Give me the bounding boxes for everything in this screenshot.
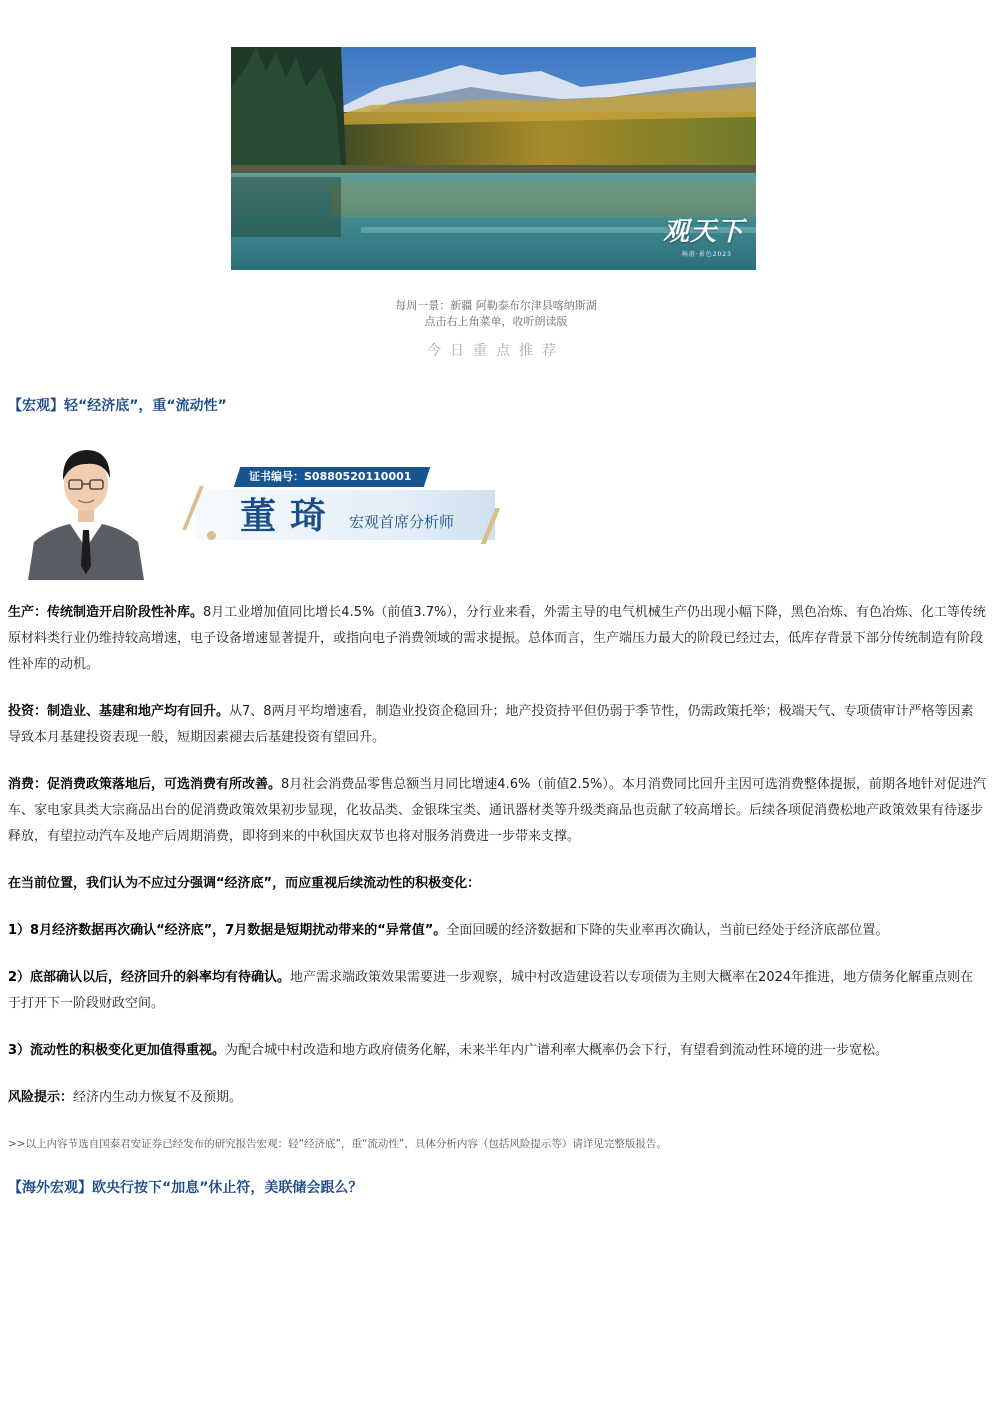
paragraph-lead: 3）流动性的积极变化更加值得重视。 [8,1043,226,1058]
watermark-logo: 观天下 [662,217,744,247]
paragraph-text: 地产需求端政策效果需要进一步观察，城中村改造建设若以专项债为主则大概率在2024年推进，地方债务化解重点则在于打开下一阶段财政空间。 [8,970,974,1011]
paragraph-lead: 风险提示： [8,1090,74,1105]
paragraph-text: 经济内生动力恢复不及预期。 [73,1090,243,1105]
paragraph-text: 从7、8两月平均增速看，制造业投资企稳回升；地产投资持平但仍弱于季节性，仍需政策托举；极端天气、专项债审计严格等因素导致本月基建投资表现一般，短期因素褪去后基建投资有望回升。 [8,704,974,745]
paragraph-risk [8,1085,986,1111]
recommend-heading: 今日重点推荐 [427,343,565,359]
analyst-role: 宏观首席分析师 [349,513,455,531]
paragraph-lead: 1）8月经济数据再次确认“经济底”，7月数据是短期扰动带来的“异常值”。 [8,923,447,938]
article-title-overseas-macro[interactable]: 【海外宏观】欧央行按下“加息”休止符，美联储会跟么？ [8,1180,363,1196]
paragraph-investment [8,699,986,751]
analyst-name: 董琦 [240,495,341,537]
paragraph-current-view [8,871,986,897]
analyst-banner [15,438,505,580]
paragraph-point-2 [8,965,986,1017]
certificate-number: 证书编号：S0880520110001 [249,470,412,483]
paragraph-consumption [8,772,986,850]
analyst-photo [20,438,152,580]
paragraph-text: 为配合城中村改造和地方政府债务化解，未来半年内广谱利率大概率仍会下行，有望看到流动性环境的进一步宽松。 [225,1043,889,1058]
paragraph-production [8,600,986,678]
paragraph-lead: 消费：促消费政策落地后，可选消费有所改善。 [8,777,282,792]
source-note: >>以上内容节选自国泰君安证券已经发布的研究报告宏观：轻“经济底”，重“流动性”，具体分析内容（包括风险提示等）请详见完整版报告。 [8,1138,667,1150]
certificate-badge [234,467,430,487]
paragraph-lead: 在当前位置，我们认为不应过分强调“经济底”，而应重视后续流动性的积极变化： [8,876,481,891]
paragraph-lead: 2）底部确认以后，经济回升的斜率均有待确认。 [8,970,291,985]
paragraph-point-3 [8,1038,986,1064]
paragraph-text: 8月社会消费品零售总额当月同比增速4.6%（前值2.5%）。本月消费同比回升主因可选消费整体提振，前期各地针对促进汽车、家电家具类大宗商品出台的促消费政策效果初步显现，化妆品类、金银珠宝类、通讯器材类等升级类商品也贡献了较高增长。后续各项促消费松地产政策效果有待逐步释放，有望拉动汽车及地产后周期消费，即将到来的中秋国庆双节也将对服务消费进一步带来支撑。 [8,777,986,844]
paragraph-text: 8月工业增加值同比增长4.5%（前值3.7%），分行业来看，外需主导的电气机械生产仍出现小幅下降，黑色冶炼、有色冶炼、化工等传统原材料类行业仍维持较高增速，电子设备增速显著提升，或指向电子消费领域的需求提振。总体而言，生产端压力最大的阶段已经过去，低库存背景下部分传统制造有阶段性补库的动机。 [8,605,986,672]
image-caption-location: 每周一景：新疆 阿勒泰布尔津县喀纳斯湖 [395,299,597,312]
paragraph-text: 全面回暖的经济数据和下降的失业率再次确认，当前已经处于经济底部位置。 [446,923,889,938]
watermark-subtext: 畅游·景色2023 [681,251,732,258]
paragraph-point-1 [8,918,986,944]
gold-accent-dot [207,531,216,540]
article-title-macro[interactable]: 【宏观】轻“经济底”，重“流动性” [8,398,227,414]
paragraph-lead: 投资：制造业、基建和地产均有回升。 [8,704,230,719]
hero-landscape-image [231,47,756,270]
paragraph-lead: 生产：传统制造开启阶段性补库。 [8,605,204,620]
image-caption-audio-hint: 点击右上角菜单，收听朗读版 [424,315,568,328]
